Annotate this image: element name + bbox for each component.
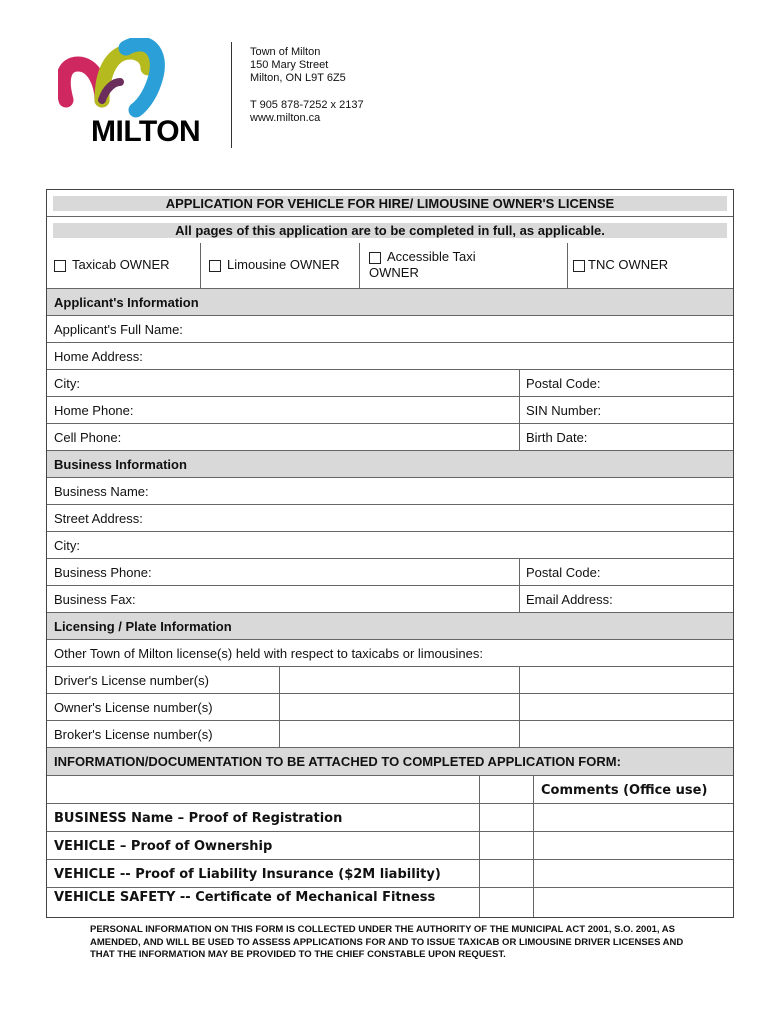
applicant-section-title: Applicant's Information [54, 295, 199, 310]
application-form [46, 189, 734, 918]
home-phone-label: Home Phone: [54, 403, 134, 418]
attachment-item-label: VEHICLE -- Proof of Liability Insurance ($2M liability) [54, 867, 441, 882]
cell-phone-row[interactable] [47, 424, 733, 451]
attachment-item-label: BUSINESS Name – Proof of Registration [54, 811, 343, 826]
other-licenses-label: Other Town of Milton license(s) held with respect to taxicabs or limousines: [54, 646, 483, 661]
attachments-header-row [47, 776, 733, 804]
business-fax-label: Business Fax: [54, 592, 136, 607]
business-phone-row[interactable] [47, 559, 733, 586]
address-line-2: 150 Mary Street [250, 59, 329, 71]
attachment-item-label: VEHICLE SAFETY -- Certificate of Mechanical Fitness [54, 890, 436, 905]
tnc-owner-label: TNC OWNER [588, 257, 669, 272]
accessible-taxi-owner-checkbox[interactable] [369, 252, 381, 264]
home-address-row[interactable] [47, 343, 733, 370]
cell-phone-label: Cell Phone: [54, 430, 122, 445]
owners-license-label: Owner's License number(s) [54, 700, 213, 715]
address-line-1: Town of Milton [250, 46, 321, 58]
licensing-section-title: Licensing / Plate Information [54, 619, 232, 634]
business-city-row[interactable] [47, 532, 733, 559]
limousine-owner-checkbox[interactable] [209, 260, 221, 272]
street-address-row[interactable] [47, 505, 733, 532]
taxicab-owner-checkbox[interactable] [54, 260, 66, 272]
logo-wordmark: MILTON [91, 115, 201, 148]
attachment-item-label: VEHICLE – Proof of Ownership [54, 839, 273, 854]
taxicab-owner-option[interactable] [54, 257, 170, 272]
business-section-title: Business Information [54, 457, 187, 472]
brokers-license-label: Broker's License number(s) [54, 727, 213, 742]
home-phone-row[interactable] [47, 397, 733, 424]
business-section-header [47, 451, 733, 478]
website-link[interactable]: www.milton.ca [250, 112, 321, 124]
phone-number: T 905 878-7252 x 2137 [250, 99, 364, 111]
town-address [250, 46, 364, 125]
home-address-label: Home Address: [54, 349, 143, 364]
taxicab-owner-label: Taxicab OWNER [72, 257, 170, 272]
owner-type-row [47, 243, 733, 289]
form-title-row [47, 190, 733, 217]
attachments-section-header [47, 748, 733, 776]
business-city-label: City: [54, 538, 80, 553]
tnc-owner-option[interactable] [573, 257, 668, 272]
owners-license-row[interactable] [47, 694, 733, 721]
sin-number-label: SIN Number: [526, 403, 602, 418]
attachment-row[interactable] [47, 860, 733, 888]
attachments-section-title: INFORMATION/DOCUMENTATION TO BE ATTACHED TO COMPLETED APPLICATION FORM: [54, 754, 621, 769]
applicant-full-name-row[interactable] [47, 316, 733, 343]
birth-date-label: Birth Date: [526, 430, 588, 445]
comments-office-use-header: Comments (Office use) [541, 783, 708, 798]
address-line-3: Milton, ON L9T 6Z5 [250, 72, 346, 84]
attachment-row[interactable] [47, 888, 733, 917]
business-name-row[interactable] [47, 478, 733, 505]
limousine-owner-label: Limousine OWNER [227, 257, 340, 272]
form-title: APPLICATION FOR VEHICLE FOR HIRE/ LIMOUSINE OWNER'S LICENSE [165, 196, 615, 211]
street-address-label: Street Address: [54, 511, 143, 526]
licensing-section-header [47, 613, 733, 640]
limousine-owner-option[interactable] [209, 257, 340, 272]
applicant-city-row[interactable] [47, 370, 733, 397]
applicant-postal-code-label: Postal Code: [526, 376, 601, 391]
attachment-row[interactable] [47, 832, 733, 860]
tnc-owner-checkbox[interactable] [573, 260, 585, 272]
business-phone-label: Business Phone: [54, 565, 152, 580]
form-subtitle-row [47, 217, 733, 243]
email-address-label: Email Address: [526, 592, 613, 607]
form-subtitle: All pages of this application are to be completed in full, as applicable. [175, 223, 605, 238]
business-postal-code-label: Postal Code: [526, 565, 601, 580]
accessible-taxi-label-line2: OWNER [369, 265, 419, 280]
header-divider [231, 42, 232, 148]
applicant-section-header [47, 289, 733, 316]
applicant-full-name-label: Applicant's Full Name: [54, 322, 183, 337]
business-fax-row[interactable] [47, 586, 733, 613]
drivers-license-row[interactable] [47, 667, 733, 694]
brokers-license-row[interactable] [47, 721, 733, 748]
accessible-taxi-label-line1: Accessible Taxi [387, 249, 476, 264]
drivers-license-label: Driver's License number(s) [54, 673, 209, 688]
privacy-notice: PERSONAL INFORMATION ON THIS FORM IS COLLECTED UNDER THE AUTHORITY OF THE MUNICIPAL ACT 2001, S.O. 2001, AS AMENDED, AND WILL BE USED TO ASSESS APPLICATIONS FOR AND TO ISSUE TAXICAB OR LIMOUSINE DRIVER LICENSES AND THAT THE INFORMATION MAY BE PROVIDED TO THE CHIEF CONSTABLE UPON REQUEST. [90, 924, 684, 960]
other-licenses-row[interactable] [47, 640, 733, 667]
attachment-row[interactable] [47, 804, 733, 832]
accessible-taxi-owner-option[interactable] [369, 249, 476, 281]
business-name-label: Business Name: [54, 484, 149, 499]
applicant-city-label: City: [54, 376, 80, 391]
milton-logo [58, 38, 213, 150]
